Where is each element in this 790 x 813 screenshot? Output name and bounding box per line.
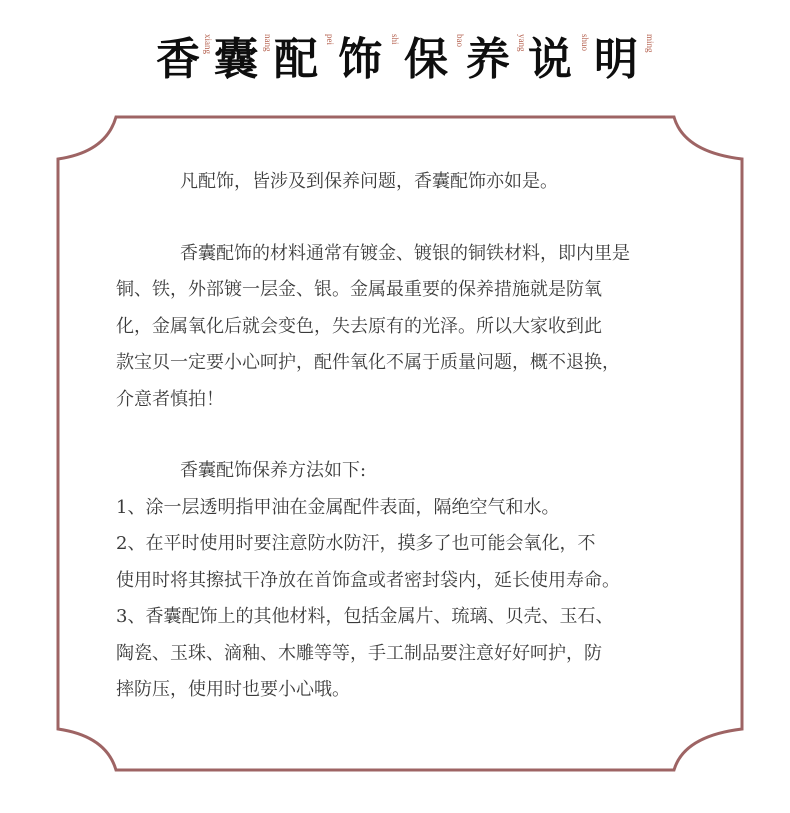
title-char: 保 bbox=[404, 34, 448, 85]
title-char: 养 bbox=[466, 34, 510, 85]
material-line: 香囊配饰的材料通常有镀金、镀银的铜铁材料，即内里是 bbox=[180, 242, 630, 264]
title-pinyin: shuo bbox=[580, 34, 590, 52]
title-pinyin: nang bbox=[263, 34, 273, 52]
title-char: 饰 bbox=[338, 34, 382, 85]
material-line: 铜、铁，外部镀一层金、银。金属最重要的保养措施就是防氧 bbox=[116, 279, 602, 300]
method-line: 陶瓷、玉珠、滴釉、木雕等等，手工制品要注意好好呵护，防 bbox=[116, 642, 602, 664]
method-line: 3、香囊配饰上的其他材料，包括金属片、琉璃、贝壳、玉石、 bbox=[116, 606, 614, 627]
title-char: 囊 bbox=[214, 34, 258, 85]
method-line: 1、涂一层透明指甲油在金属配件表面，隔绝空气和水。 bbox=[116, 496, 560, 518]
title-pinyin: bao bbox=[455, 34, 465, 47]
title-char: 配 bbox=[274, 34, 318, 85]
title-pinyin: xiang bbox=[203, 34, 213, 54]
method-line: 使用时将其擦拭干净放在首饰盒或者密封袋内，延长使用寿命。 bbox=[116, 569, 620, 591]
method-heading: 香囊配饰保养方法如下: bbox=[180, 460, 367, 481]
care-instructions bbox=[116, 164, 716, 709]
title-char: 说 bbox=[528, 34, 572, 85]
title-pinyin: ming bbox=[645, 34, 655, 53]
method-line: 摔防压，使用时也要小心哦。 bbox=[116, 679, 350, 700]
title-char: 香 bbox=[156, 34, 200, 85]
title-pinyin: pei bbox=[325, 34, 335, 45]
title-char: 明 bbox=[594, 34, 638, 85]
title-pinyin: yang bbox=[517, 34, 527, 52]
intro-line: 凡配饰，皆涉及到保养问题，香囊配饰亦如是。 bbox=[180, 171, 558, 192]
material-line: 化，金属氧化后就会变色，失去原有的光泽。所以大家收到此 bbox=[116, 315, 602, 337]
material-line: 介意者慎拍！ bbox=[116, 388, 224, 410]
material-line: 款宝贝一定要小心呵护，配件氧化不属于质量问题，概不退换， bbox=[116, 352, 620, 373]
title-pinyin: shi bbox=[390, 34, 400, 45]
method-line: 2、在平时使用时要注意防水防汗，摸多了也可能会氧化，不 bbox=[116, 533, 596, 554]
